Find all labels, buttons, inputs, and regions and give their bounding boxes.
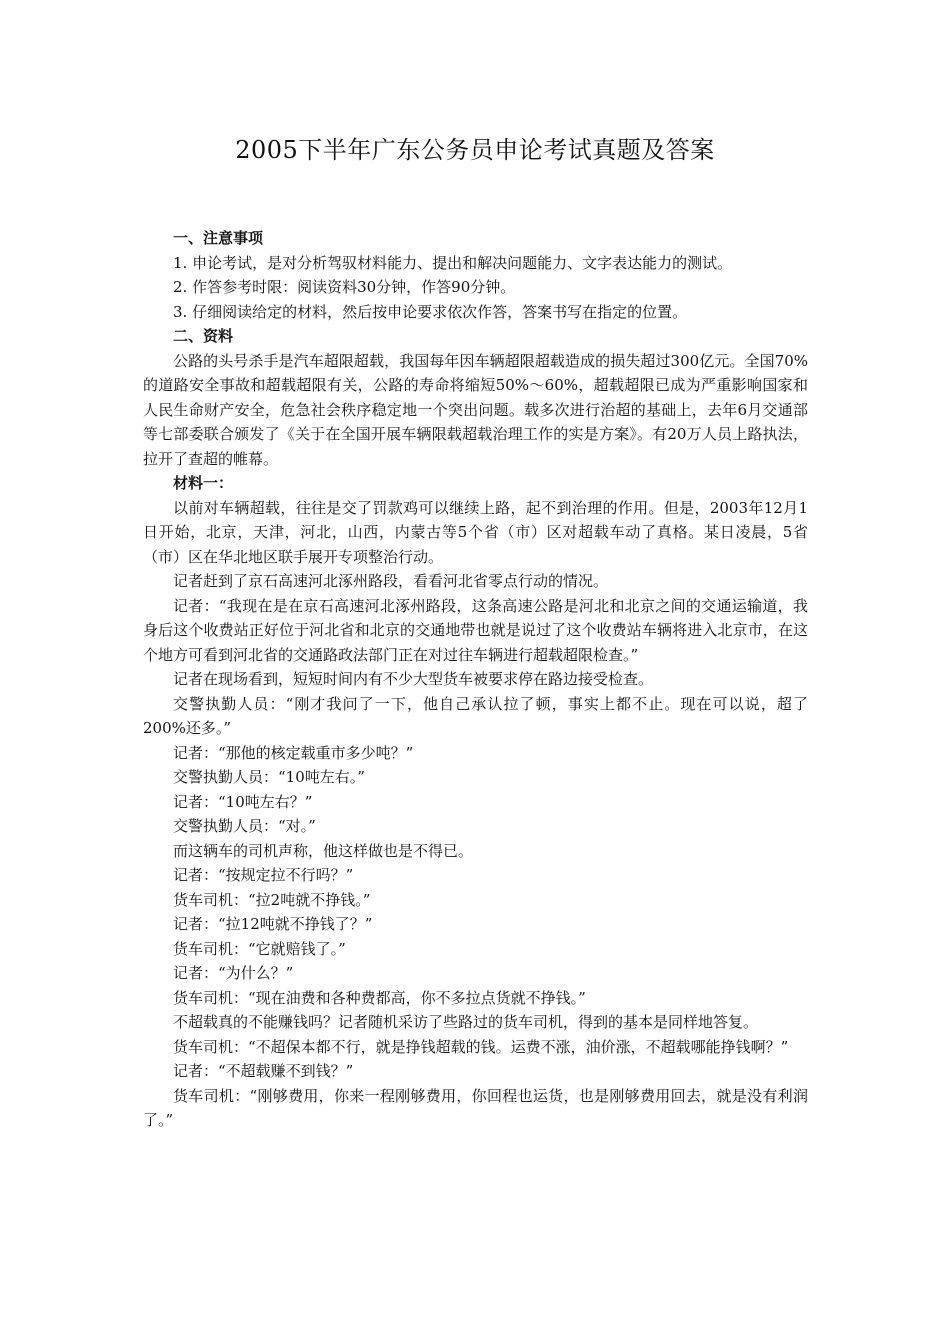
body-paragraph: 交警执勤人员：“刚才我问了一下，他自己承认拉了顿，事实上都不止。现在可以说，超了200%还多。” [143, 694, 808, 737]
body-paragraph: 不超载真的不能赚钱吗？记者随机采访了些路过的货车司机，得到的基本是同样地答复。 [173, 1013, 759, 1031]
body-paragraph: 货车司机：“刚够费用，你来一程刚够费用，你回程也运货，也是刚够费用回去，就是没有利润了。” [143, 1086, 808, 1129]
body-paragraph: 公路的头号杀手是汽车超限超载，我国每年因车辆超限超载造成的损失超过300亿元。全国70%的道路安全事故和超载超限有关，公路的寿命将缩短50%～60%，超载超限已成为严重影响国家和人民生命财产安全，危急社会秩序稳定地一个突出问题。载多次进行治超的基础上，去年6月交通部等七部委联合颁发了《关于在全国开展车辆限载超载治理工作的实是方案》。有20万人员上路执法，拉开了查超的帷幕。 [143, 351, 808, 468]
body-paragraph: 记者：“不超载赚不到钱？” [173, 1062, 354, 1080]
body-paragraph: 记者：“为什么？” [173, 964, 294, 982]
body-paragraph: 记者：“10吨左右？” [173, 792, 313, 811]
section-heading: 一、注意事项 [173, 229, 264, 247]
body-paragraph: 以前对车辆超载，往往是交了罚款鸡可以继续上路，起不到治理的作用。但是，2003年12月1日开始，北京，天津，河北，山西，内蒙古等5个省（市）区对超载车动了真格。某日凌晨，5省（市）区在华北地区联手展开专项整治行动。 [143, 498, 808, 566]
body-paragraph: 记者：“那他的核定载重市多少吨？” [173, 743, 414, 762]
body-paragraph: 而这辆车的司机声称，他这样做也是不得已。 [173, 841, 474, 860]
body-paragraph: 货车司机：“拉2吨就不挣钱。” [173, 890, 371, 909]
body-paragraph: 2. 作答参考时限：阅读资料30分钟，作答90分钟。 [173, 278, 516, 296]
body-paragraph: 记者：“我现在是在京石高速河北涿州路段，这条高速公路是河北和北京之间的交通运输道，我身后这个收费站正好位于河北省和北京的交通地带也就是说过了这个收费站车辆将进入北京市，在这个地方可看到河北省的交通路政法部门正在对过往车辆进行超载超限检查。” [143, 596, 808, 664]
body-paragraph: 记者赶到了京石高速河北涿州路段，看看河北省零点行动的情况。 [173, 572, 609, 590]
body-paragraph: 货车司机：“现在油费和各种费都高，你不多拉点货就不挣钱。” [173, 988, 586, 1007]
body-paragraph: 1. 申论考试，是对分析驾驭材料能力、提出和解决问题能力、文字表达能力的测试。 [173, 253, 733, 272]
body-paragraph: 交警执勤人员：“对。” [173, 817, 316, 835]
body-paragraph: 记者：“按规定拉不行吗？” [173, 866, 354, 884]
body-paragraph: 记者：“拉12吨就不挣钱了？” [173, 915, 373, 933]
section-heading: 二、资料 [173, 327, 234, 345]
body-paragraph: 货车司机：“不超保本都不行，就是挣钱超载的钱。运费不涨，油价涨，不超载哪能挣钱啊？” [173, 1037, 789, 1056]
body-paragraph: 货车司机：“它就赔钱了。” [173, 939, 346, 958]
document-title: 2005下半年广东公务员申论考试真题及答案 [235, 136, 715, 164]
document-body [143, 226, 808, 1133]
section-heading: 材料一： [173, 474, 234, 492]
body-paragraph: 3. 仔细阅读给定的材料，然后按申论要求依次作答，答案书写在指定的位置。 [173, 302, 688, 321]
body-paragraph: 交警执勤人员：“10吨左右。” [173, 768, 365, 786]
body-paragraph: 记者在现场看到，短短时间内有不少大型货车被要求停在路边接受检查。 [173, 670, 654, 688]
